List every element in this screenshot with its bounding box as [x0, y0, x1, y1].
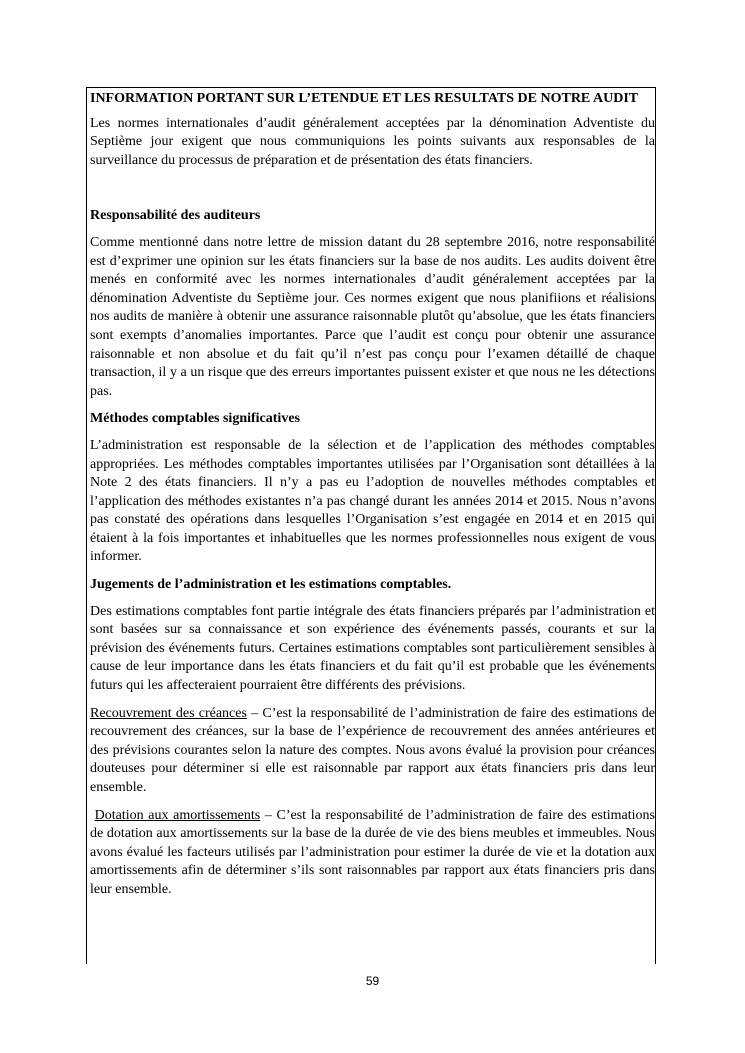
- depreciation-label: Dotation aux amortissements: [94, 807, 261, 823]
- methods-heading: Méthodes comptables significatives: [90, 411, 300, 427]
- judgements-paragraph: Des estimations comptables font partie intégrale des états financiers préparés par l’administration et sont basées sur sa connaissance et son expérience des événements passés, courants et sur la prévision des événements futurs. Certaines estimations comptables sont particulièrement sensibles à cause de leur importance dans les états financiers et du fait qu’il est probable que les événements futurs qui les affecteraient pourraient être différents des prévisions.: [90, 603, 655, 694]
- receivables-label: Recouvrement des créances: [90, 705, 247, 721]
- judgements-heading: Jugements de l’administration et les estimations comptables.: [90, 577, 452, 593]
- auditors-paragraph: Comme mentionné dans notre lettre de mission datant du 28 septembre 2016, notre responsabilité est d’exprimer une opinion sur les états financiers sur la base de nos audits. Les audits doivent être menés en conformité avec les normes internationales d’audit généralement acceptées par la dénomination Adventiste du Septième jour. Ces normes exigent que nous planifiions et réalisions nos audits de manière à obtenir une assurance raisonnable plutôt qu’absolue, que les états financiers sont exempts d’anomalies importantes. Parce que l’audit est conçu pour obtenir une assurance raisonnable et non absolue et du fait qu’il n’est pas conçu pour l’examen détaillé de chaque transaction, il y a un risque que des erreurs importantes puissent exister et que nous ne les détections pas.: [90, 234, 655, 399]
- depreciation-paragraph: [90, 807, 655, 900]
- spacer: [90, 179, 655, 207]
- methods-paragraph: L’administration est responsable de la sélection et de l’application des méthodes comptables appropriées. Les méthodes comptables importantes utilisées par l’Organisation sont détaillées à la Note 2 des états financiers. Il n’y a pas eu l’adoption de nouvelles méthodes comptables et l’application des méthodes existantes n’a pas changé durant les années 2014 et 2015. Nous n’avons pas constaté des opérations dans lesquelles l’Organisation s’est engagée en 2014 et en 2015 qui étaient à la fois importantes et inhabituelles que les normes professionnelles nous exigent de vous informer.: [90, 437, 655, 565]
- receivables-paragraph: [90, 705, 655, 798]
- receivables-text: – C’est la responsabilité de l’administration de faire des estimations de recouvrement des créances, sur la base de l’expérience de recouvrement des années antérieures et des prévisions courantes selon la nature des comptes. Nous avons évalué la provision pour créances douteuses pour déterminer si elle est raisonnable par rapport aux états financiers pris dans leur ensemble.: [90, 705, 655, 795]
- section-title: INFORMATION PORTANT SUR L’ETENDUE ET LES RESULTATS DE NOTRE AUDIT: [90, 91, 639, 106]
- page-number: 59: [365, 974, 380, 988]
- depreciation-text: – C’est la responsabilité de l’administration de faire des estimations de dotation aux amortissements sur la base de la durée de vie des biens meubles et immeubles. Nous avons évalué les facteurs utilisés par l’administration pour estimer la durée de vie et la dotation aux amortissements afin de déterminer s’ils sont raisonnables par rapport aux états financiers pris dans leur ensemble.: [90, 807, 655, 897]
- intro-paragraph: Les normes internationales d’audit généralement acceptées par la dénomination Adventiste du Septième jour exigent que nous communiquions les points suivants aux responsables de la surveillance du processus de préparation et de présentation des états financiers.: [90, 115, 655, 168]
- document-body: [90, 90, 655, 909]
- auditors-heading: Responsabilité des auditeurs: [90, 208, 261, 224]
